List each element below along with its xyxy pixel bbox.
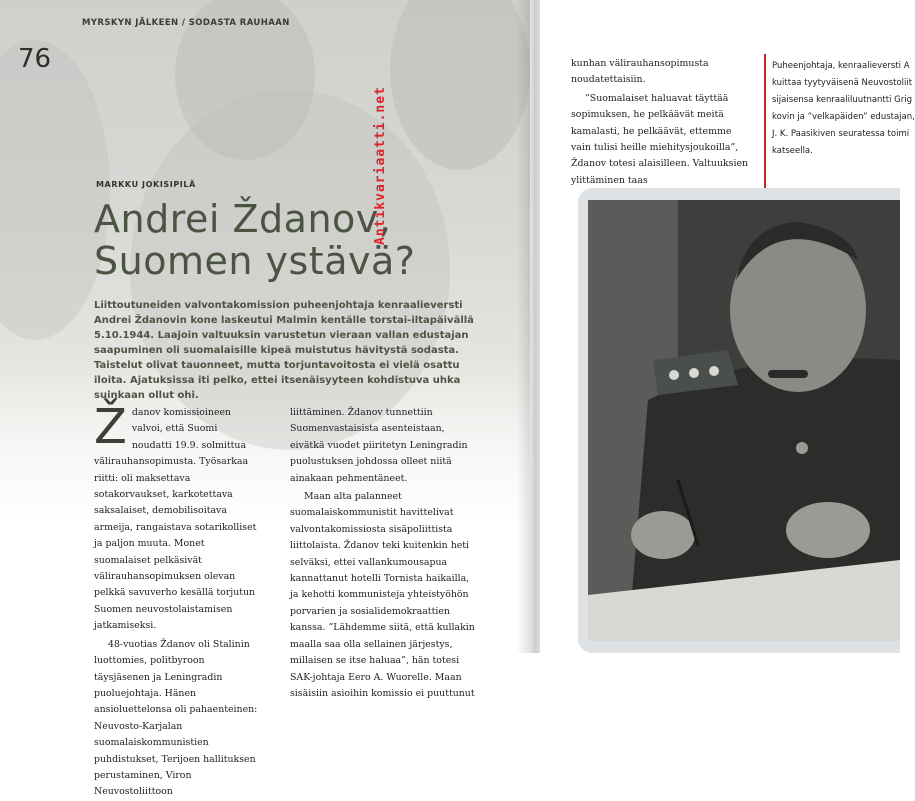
photo-caption [772,58,915,160]
caption-line: kovin ja ”velkapäiden” edustajan, [772,112,915,122]
background-photo-figure [390,0,530,170]
caption-line: sijaisensa kenraaliluutnantti Grig [772,95,912,105]
body-paragraph: liittäminen. Ždanov tunnettiin Suomenvastaisista asenteistaan, eivätkä vuodet piiritetyn Leningradin puolustuksen johdossa olleet niitä ainakaan pehmentäneet. [290,407,468,484]
body-paragraph: kunhan välirauhansopimusta noudatettaisiin. [571,58,709,86]
body-column-3 [571,56,753,189]
body-column-2 [290,405,480,702]
caption-line: Puheenjohtaja, kenraalieversti A [772,61,910,71]
headline-line-2: Suomen ystävä? [94,239,416,283]
portrait-photo-drawing [588,200,900,641]
running-head: MYRSKYN JÄLKEEN / SODASTA RAUHAAN [82,18,290,28]
body-paragraph: Maan alta palanneet suomalaiskommunistit havittelivat valvontakomissiosta sisäpoliittista liittolaista. Ždanov teki kuitenkin heti selväksi, ettei vallankumousapua kannattanut hotelli Tornista haikailla, ja kehotti kommunisteja yhteistyöhön porvarien ja sosialidemokraattien kanssa. ”Lähdemme siitä, että kullakin maalla saa olla sellainen järjestys, millaisen se itse haluaa”, hän totesi SAK-johtaja Eero A. Wuorelle. Maan sisäisiin asioihin komissio ei puuttunut [290,491,475,699]
article-headline [94,198,415,282]
caption-rule [764,54,766,196]
headline-line-1: Andrei Ždanov, [94,197,392,241]
background-photo-figure [0,40,110,340]
portrait-photo [588,200,900,641]
body-paragraph: ”Suomalaiset haluavat täyttää sopimuksen, he pelkäävät meitä kamalasti, he pelkäävät, ettemme vain tulisi heille miehitysjoukoilla”, Ždanov totesi alaisilleen. Valtuuksien ylittäminen taas [571,92,749,186]
body-paragraph: 48-vuotias Ždanov oli Stalinin luottomies, politbyroon täysjäsenen ja Leningradin puoluejohtaja. Hänen ansioluettelonsa oli pahaenteinen: Neuvosto-Karjalan suomalaiskommunistien puhdistukset, Terijoen hallituksen perustaminen, Viron Neuvostoliittoon [94,638,258,798]
watermark-text: Antikvariaatti.net [373,86,388,245]
caption-line: katseella. [772,146,813,156]
body-paragraph [94,399,259,635]
body-column-1 [94,399,259,801]
photo-frame [578,188,900,653]
lead-paragraph: Liittoutuneiden valvontakomission puheenjohtaja kenraalieversti Andrei Ždanovin kone laskeutui Malmin kentälle torstai-iltapäivällä 5.10.1944. Laajoin valtuuksin varustetun vieraan vallan edustajan saapuminen oli suomalaisille kipeä muistutus hävitystä sodasta. Taistelut olivat tauonneet, mutta torjuntavoitosta ei vielä osattu iloita. Ajatuksissa iti pelko, ettei itsenäisyyteen kohdistuva uhka suinkaan ollut ohi. [94,300,474,401]
page-number: 76 [18,44,52,74]
paragraph-text: danov komissioineen valvoi, että Suomi noudatti 19.9. solmittua välirauhansopimusta. Työsarkaa riitti: oli maksettava sotakorvaukset, karkotettava saksalaiset, demobilisoitava armeija, rangaistava sotarikolliset ja paljon muuta. Monet suomalaiset pelkäsivät välirauhansopimuksen olevan pelkkä savuverho kesällä torjutun Suomen neuvostolaistamisen jatkamiseksi. [94,407,257,632]
caption-line: kuittaa tyytyväisenä Neuvostoliit [772,78,913,88]
caption-line: J. K. Paasikiven seuratessa toimi [772,129,910,139]
drop-cap: Ž [94,399,127,455]
author-byline: MARKKU JOKISIPILÄ [96,180,196,189]
